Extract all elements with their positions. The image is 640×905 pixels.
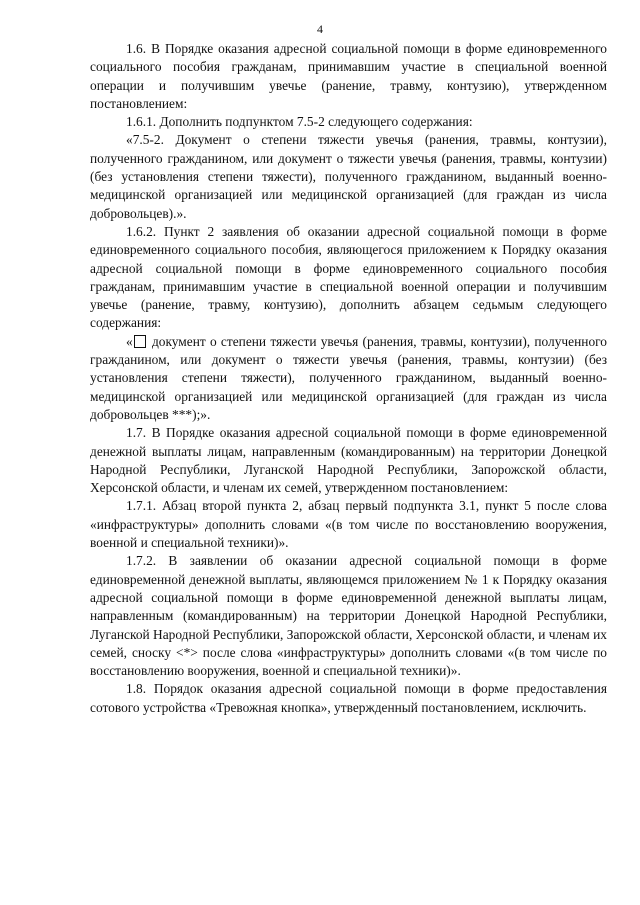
paragraph-1-7: 1.7. В Порядке оказания адресной социальной помощи в форме единовременной денежной выплаты лицам, направленным (командированным) на территории Донецкой Народной Республики, Луганской Народной Республики, Запорожской области, Херсонской области, и членам их семей, утвержденном постановлением: bbox=[90, 425, 607, 496]
paragraph-1-6: 1.6. В Порядке оказания адресной социальной помощи в форме единовременного социального пособия гражданам, принимавшим участие в специальной военной операции и получившим увечье (ранение, травму, контузию), утвержденном постановлением: bbox=[90, 41, 607, 111]
paragraph-1-6-1: 1.6.1. Дополнить подпунктом 7.5-2 следующего содержания: bbox=[126, 114, 473, 130]
document-body bbox=[90, 40, 607, 717]
paragraph-1-7-2: 1.7.2. В заявлении об оказании адресной социальной помощи в форме единовременной денежной выплаты, являющемся приложением № 1 к Порядку оказания адресной социальной помощи в форме единовременной денежной выплаты лицам, направленным (командированным) на территории Донецкой Народной Республики, Луганской Народной Республики, Запорожской области, Херсонской области, и членам их семей, сноску <*> после слова «инфраструктуры» дополнить словами «(в том числе по восстановлению вооружения, военной и специальной техники)». bbox=[90, 553, 607, 679]
paragraph-7-5-2: «7.5-2. Документ о степени тяжести увечья (ранения, травмы, контузии), полученного гражданином, или документ о тяжести увечья (ранения, травмы, контузии) (без установления степени тяжести), полученного гражданином, выданный военно-медицинской организацией или медицинской организацией (для граждан из числа добровольцев).». bbox=[90, 132, 607, 221]
paragraph-1-8: 1.8. Порядок оказания адресной социальной помощи в форме предоставления сотового устройства «Тревожная кнопка», утвержденный постановлением, исключить. bbox=[90, 681, 607, 715]
checkbox-item-text: документ о степени тяжести увечья (ранения, травмы, контузии), полученного гражданином, или документ о тяжести увечья (ранения, травмы, контузии) (без установления степени тяжести), полученного гражданином, выданный военно-медицинской организацией или медицинской организацией (для граждан из числа добровольцев ***);». bbox=[90, 333, 607, 422]
paragraph-1-6-2: 1.6.2. Пункт 2 заявления об оказании адресной социальной помощи в форме единовременного социального пособия, являющегося приложением к Порядку оказания адресной социальной помощи в форме единовременного социального пособия гражданам, принимавшим участие в специальной военной операции и получившим увечье (ранение, травму, контузию), дополнить абзацем седьмым следующего содержания: bbox=[90, 223, 607, 331]
open-quote: « bbox=[126, 333, 133, 349]
checkbox-icon bbox=[134, 335, 146, 348]
page-number: 4 bbox=[317, 22, 323, 36]
paragraph-1-7-1: 1.7.1. Абзац второй пункта 2, абзац первый подпункта 3.1, пункт 5 после слова «инфраструктуры» дополнить словами «(в том числе по восстановлению вооружения, военной и специальной техники)». bbox=[90, 498, 607, 551]
paragraph-checkbox-item bbox=[90, 333, 607, 424]
